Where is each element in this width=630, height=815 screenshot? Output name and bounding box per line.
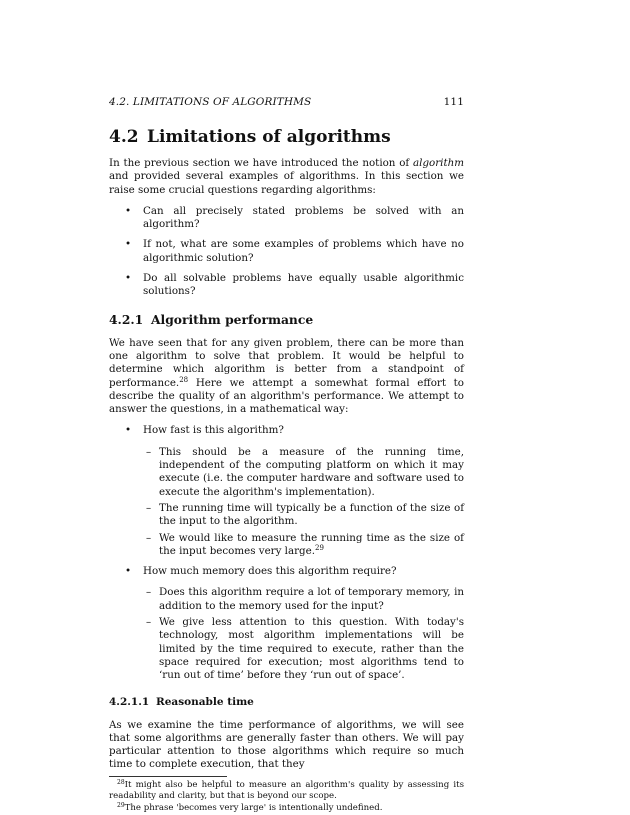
dash-icon: –	[146, 586, 152, 599]
memory-point-text: We give less attention to this question. With today's technology, most algorithm implementations will be limited by the time required to execute, rather than the space required for execution; most algorithms tend to ‘run out of time’ before they ‘run out of space’.	[159, 616, 464, 682]
subsection-title: Algorithm performance	[151, 311, 314, 327]
questions-list	[109, 205, 464, 299]
footnote-text: It might also be helpful to measure an algorithm's quality by assessing its readability and clarity, but that is beyond our scope.	[109, 779, 464, 801]
running-header	[109, 96, 464, 108]
footnote-rule	[109, 776, 227, 777]
dash-icon: –	[146, 501, 152, 514]
dash-icon: –	[146, 531, 152, 544]
section-heading	[109, 127, 464, 147]
bullet-icon: •	[125, 272, 132, 285]
list-item	[143, 502, 464, 529]
list-item	[109, 238, 464, 265]
subsubsection-title: Reasonable time	[156, 695, 254, 708]
footnote-ref-29[interactable]: 29	[315, 543, 324, 552]
intro-paragraph	[109, 157, 464, 197]
speed-question: How fast is this algorithm?	[143, 424, 284, 437]
subsection-number: 4.2.1	[109, 311, 144, 327]
footnote-29	[109, 803, 464, 814]
intro-text-before: In the previous section we have introduced the notion of	[109, 157, 414, 169]
bullet-icon: •	[125, 238, 132, 251]
bullet-icon: •	[125, 565, 132, 578]
list-item	[109, 205, 464, 232]
bullet-icon: •	[125, 424, 132, 437]
list-item	[143, 586, 464, 613]
dash-icon: –	[146, 616, 152, 629]
speed-point-text: This should be a measure of the running time, independent of the computing platform on which it may execute (i.e. the computer hardware and software used to execute the algorithm's implementation).	[159, 445, 464, 498]
performance-paragraph	[109, 337, 464, 417]
memory-points-list	[143, 586, 464, 682]
performance-questions-list	[109, 424, 464, 682]
intro-term: algorithm	[413, 157, 464, 169]
page-number: 111	[443, 96, 464, 108]
question-text: Can all precisely stated problems be solved with an algorithm?	[143, 204, 464, 231]
list-item	[109, 424, 464, 558]
list-item	[143, 532, 464, 559]
perf-text-before: We have seen that for any given problem, there can be more than one algorithm to solve that problem. It would be helpful to determine which algorithm is better from a standpoint of performance.	[109, 336, 464, 389]
footnote-mark: 28	[117, 778, 125, 786]
time-paragraph: As we examine the time performance of algorithms, we will see that some algorithms are generally faster than others. We will pay particular attention to those algorithms which require so much time to complete execution, that they	[109, 718, 464, 771]
question-text: If not, what are some examples of problems which have no algorithmic solution?	[143, 238, 464, 264]
memory-question: How much memory does this algorithm require?	[143, 565, 397, 578]
perf-text-after: Here we attempt a somewhat formal effort to describe the quality of an algorithm's performance. We attempt to answer the questions, in a mathematical way:	[109, 376, 464, 416]
list-item	[109, 565, 464, 682]
footnote-ref-28[interactable]: 28	[179, 375, 189, 384]
footnote-28	[109, 780, 464, 802]
subsection-heading	[109, 312, 464, 327]
page-content	[109, 96, 464, 814]
section-title: Limitations of algorithms	[147, 127, 391, 147]
list-item	[109, 272, 464, 299]
footnote-text: The phrase 'becomes very large' is intentionally undefined.	[124, 802, 383, 813]
memory-point-text: Does this algorithm require a lot of temporary memory, in addition to the memory used for the input?	[159, 586, 464, 612]
section-number: 4.2	[109, 127, 139, 147]
subsubsection-number: 4.2.1.1	[109, 695, 150, 708]
running-section-label: 4.2. LIMITATIONS OF ALGORITHMS	[109, 96, 312, 108]
dash-icon: –	[146, 445, 152, 458]
question-text: Do all solvable problems have equally usable algorithmic solutions?	[143, 272, 464, 298]
footnote-mark: 29	[117, 801, 125, 809]
bullet-icon: •	[125, 204, 132, 217]
list-item	[143, 616, 464, 682]
speed-point-text: The running time will typically be a function of the size of the input to the algorithm.	[159, 501, 464, 528]
speed-points-list	[143, 446, 464, 558]
speed-point-text: We would like to measure the running time as the size of the input becomes very large.	[159, 531, 464, 557]
subsubsection-heading	[109, 696, 464, 709]
list-item	[143, 446, 464, 499]
intro-text-after: and provided several examples of algorithms. In this section we raise some crucial questions regarding algorithms:	[109, 170, 464, 196]
